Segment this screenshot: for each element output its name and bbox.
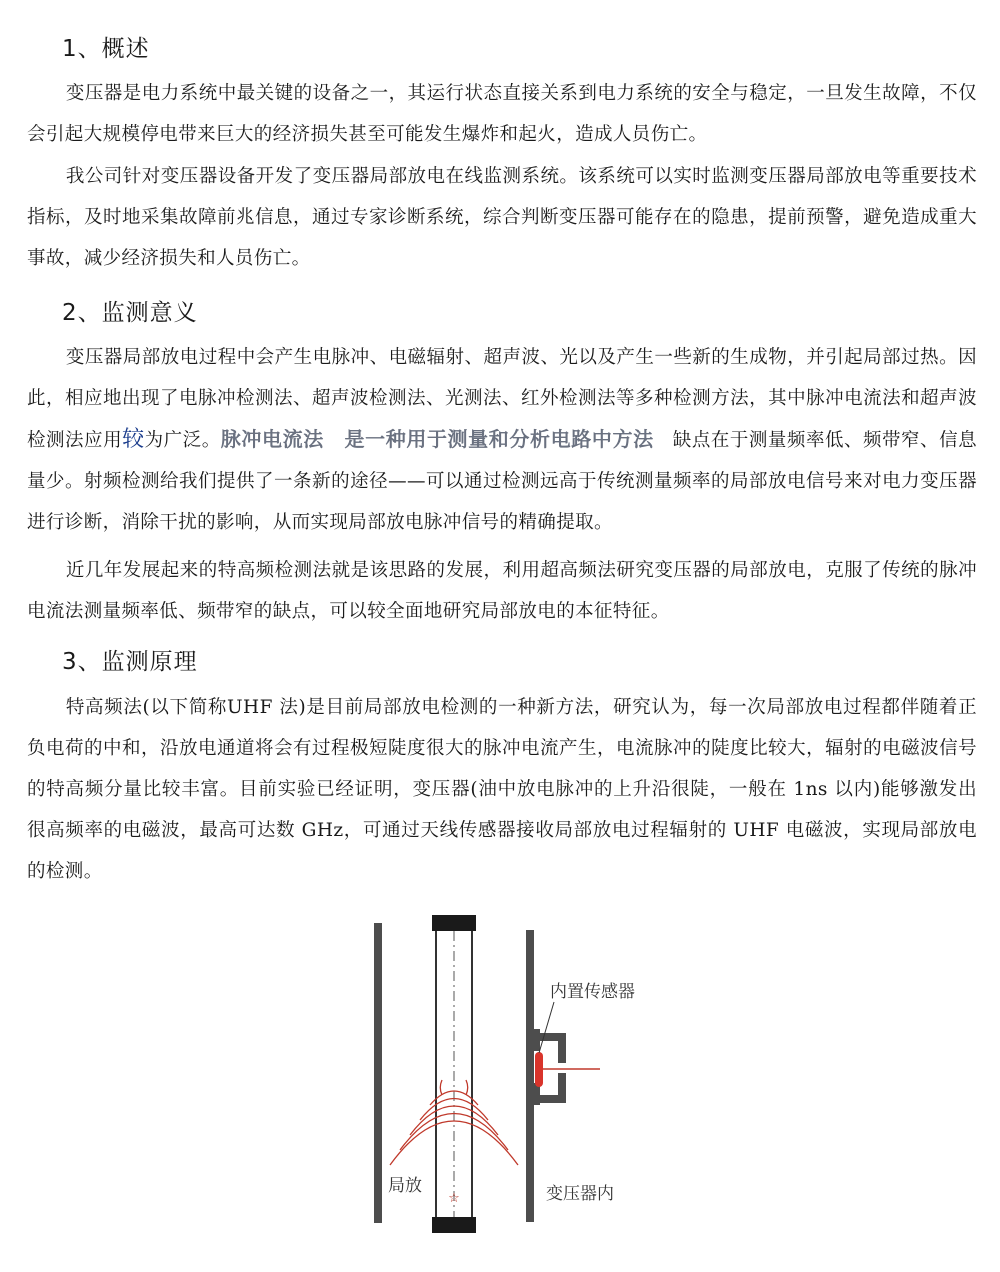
- highlighted-character: 较: [122, 427, 145, 452]
- section-3-paragraph-1: 特高频法(以下简称UHF 法)是目前局部放电检测的一种新方法，研究认为，每一次局部放电过程都伴随着正负电荷的中和，沿放电通道将会有过程极短陡度很大的脉冲电流产生，电流脉冲的陡度比较大，辐射的电磁波信号的特高频分量比较丰富。目前实验已经证明，变压器(油中放电脉冲的上升沿很陡，一般在 1ns 以内)能够激发出很高频率的电磁波，最高可达数 GHz，可通过天线传感器接收局部放电过程辐射的 UHF 电磁波，实现局部放电的检测。: [27, 697, 977, 882]
- sensor-callout-line: [539, 1002, 554, 1053]
- section-2-paragraph-1: [27, 337, 977, 543]
- label-built-in-sensor: 内置传感器: [550, 982, 635, 1002]
- uhf-sensor-diagram: [360, 905, 650, 1240]
- uhf-sensor-element: [535, 1052, 543, 1087]
- section-2-paragraph-1-middle: 为广泛。: [144, 430, 221, 451]
- overlay-annotation-text: 脉冲电流法 是一种用于测量和分析电路中方法: [220, 427, 654, 451]
- bushing-bottom-cap: [432, 1217, 476, 1233]
- section-1-paragraph-1: 变压器是电力系统中最关键的设备之一，其运行状态直接关系到电力系统的安全与稳定，一旦发生故障，不仅会引起大规模停电带来巨大的经济损失甚至可能发生爆炸和起火，造成人员伤亡。: [27, 83, 977, 145]
- right-tank-wall: [526, 930, 534, 1222]
- section-1-paragraph-2: 我公司针对变压器设备开发了变压器局部放电在线监测系统。该系统可以实时监测变压器局部放电等重要技术指标，及时地采集故障前兆信息，通过专家诊断系统，综合判断变压器可能存在的隐患，提前预警，避免造成重大事故，减少经济损失和人员伤亡。: [27, 166, 977, 269]
- bushing-top-cap: [432, 915, 476, 931]
- section-2-paragraph-1-after: 缺点在于测量频率低、频带窄、信息量少。射频检测给我们提供了一条新的途径——可以通过检测远高于传统测量频率的局部放电信号来对电力变压器进行诊断，消除干扰的影响，从而实现局部放电脉冲信号的精确提取。: [27, 430, 978, 533]
- section-2-paragraph-1-before: 变压器局部放电过程中会产生电脉冲、电磁辐射、超声波、光以及产生一些新的生成物，并引起局部过热。因此，相应地出现了电脉冲检测法、超声波检测法、光测法、红外检测法等多种检测方法，其中脉冲电流法和超声波检测法应用: [27, 347, 977, 451]
- section-1-heading: 1、概述: [62, 36, 150, 62]
- label-partial-discharge: 局放: [388, 1176, 422, 1196]
- flange-upper-post: [558, 1033, 566, 1063]
- discharge-point-icon: ☆: [448, 1191, 460, 1206]
- section-2-heading: 2、监测意义: [62, 300, 198, 326]
- section-3-heading: 3、监测原理: [62, 649, 198, 675]
- left-tank-wall: [374, 923, 382, 1223]
- label-inside-transformer: 变压器内: [546, 1184, 614, 1204]
- section-2-paragraph-2: 近几年发展起来的特高频检测法就是该思路的发展，利用超高频法研究变压器的局部放电，克服了传统的脉冲电流法测量频率低、频带窄的缺点，可以较全面地研究局部放电的本征特征。: [27, 560, 977, 622]
- flange-lower-post: [558, 1073, 566, 1103]
